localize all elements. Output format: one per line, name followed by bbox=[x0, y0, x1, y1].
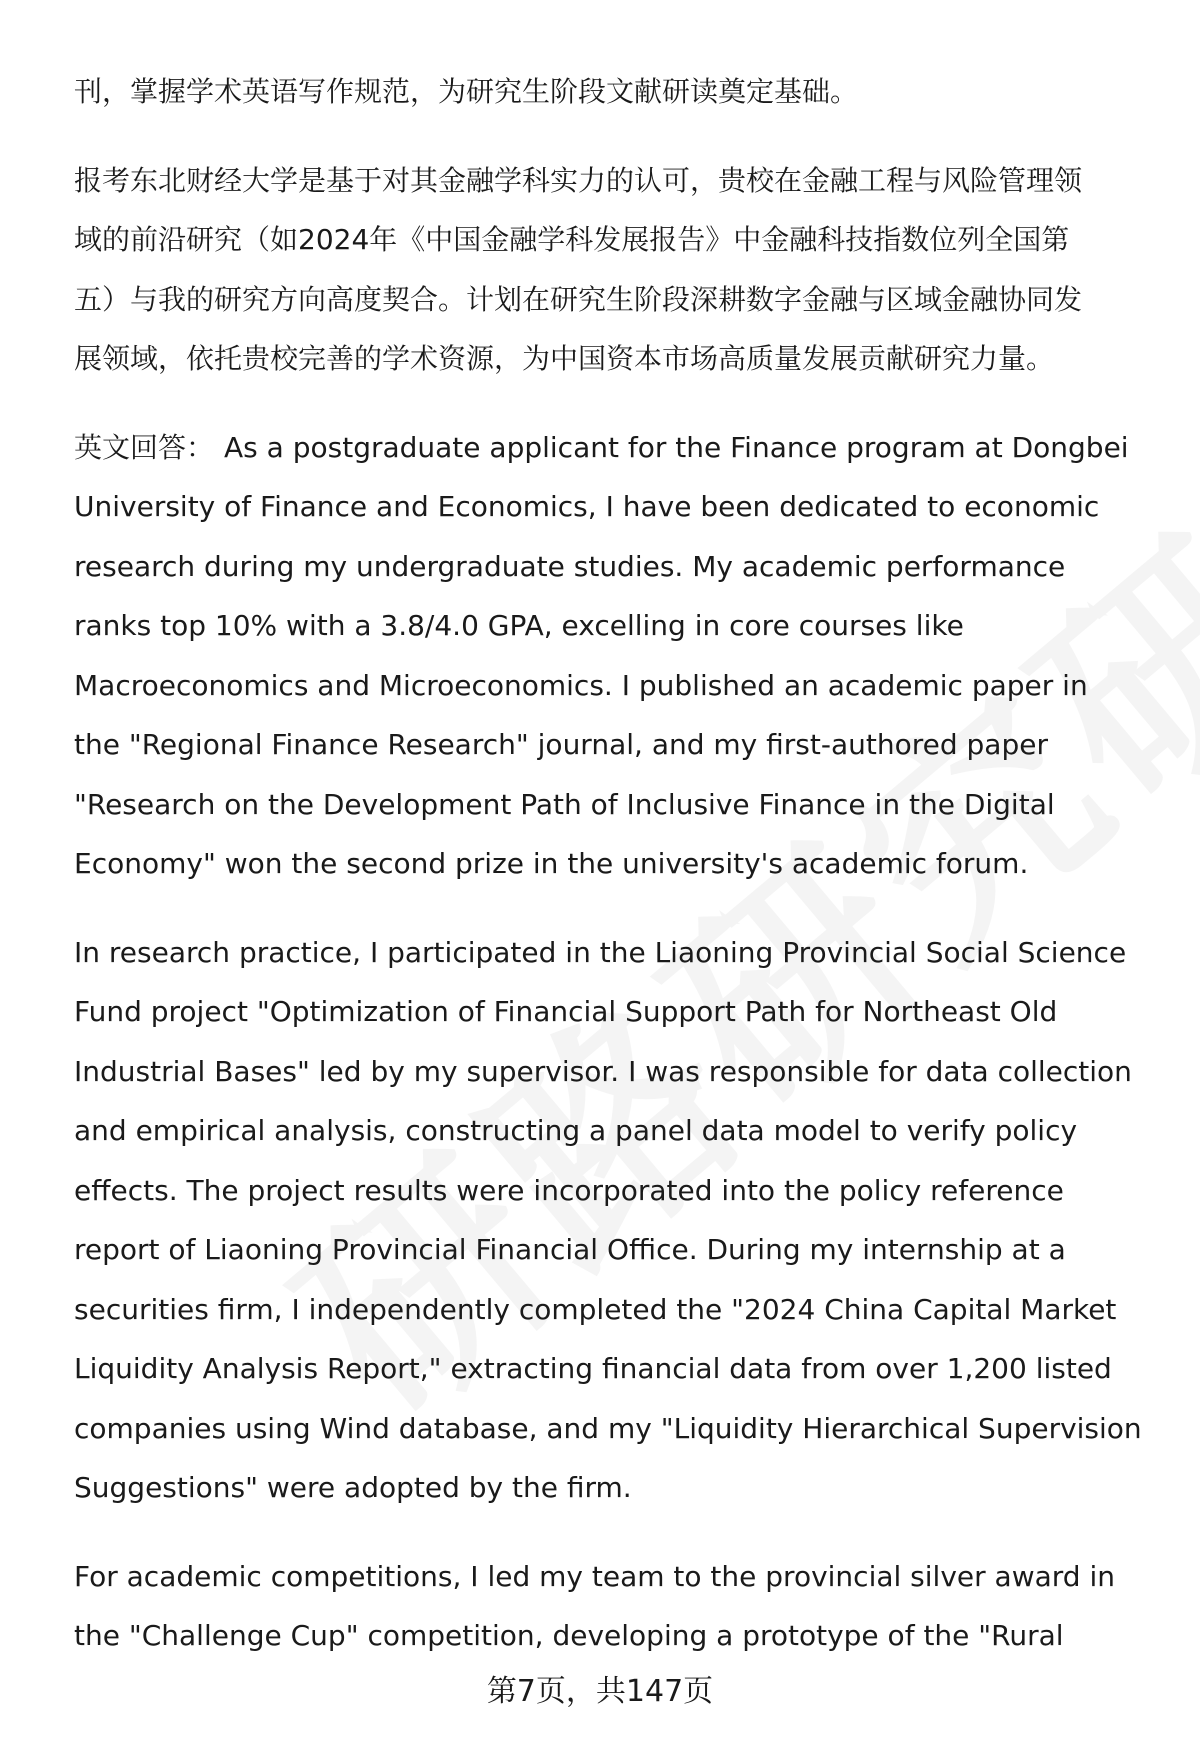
paragraph-english-answer bbox=[74, 418, 1159, 894]
english-answer-label: 英文回答： bbox=[74, 430, 215, 464]
text-line: securities firm, I independently completed the "2024 China Capital Market bbox=[74, 1292, 1117, 1326]
text-line: Suggestions" were adopted by the firm. bbox=[74, 1471, 632, 1504]
text-line: 展领域，依托贵校完善的学术资源，为中国资本市场高质量发展贡献研究力量。 bbox=[74, 342, 1055, 375]
text-line: Macroeconomics and Microeconomics. I published an academic paper in bbox=[74, 668, 1088, 702]
text-line: For academic competitions, I led my team to the provincial silver award in bbox=[74, 1559, 1115, 1593]
paragraph-competitions bbox=[74, 1547, 1159, 1666]
document-body bbox=[74, 62, 1159, 1695]
text-line: Economy" won the second prize in the university's academic forum. bbox=[74, 847, 1029, 880]
page-number-indicator: 第7页，共147页 bbox=[486, 1674, 714, 1709]
paragraph-continuation bbox=[74, 62, 1159, 122]
text-line: Fund project "Optimization of Financial Support Path for Northeast Old bbox=[74, 995, 1058, 1028]
text-line: report of Liaoning Provincial Financial Office. During my internship at a bbox=[74, 1233, 1066, 1266]
text-line: effects. The project results were incorporated into the policy reference bbox=[74, 1173, 1064, 1207]
text-line: Liquidity Analysis Report," extracting financial data from over 1,200 listed bbox=[74, 1352, 1112, 1385]
text-line: ranks top 10% with a 3.8/4.0 GPA, excelling in core courses like bbox=[74, 609, 964, 642]
paragraph-research-practice bbox=[74, 923, 1159, 1518]
text-line bbox=[74, 418, 1159, 478]
text-line: 报考东北财经大学是基于对其金融学科实力的认可，贵校在金融工程与风险管理领 bbox=[74, 163, 1083, 197]
page-footer bbox=[0, 1672, 1200, 1712]
text-line: In research practice, I participated in the Liaoning Provincial Social Science bbox=[74, 935, 1127, 969]
text-line: Industrial Bases" led by my supervisor. I was responsible for data collection bbox=[74, 1054, 1132, 1088]
text-line: the "Regional Finance Research" journal, and my first-authored paper bbox=[74, 728, 1048, 761]
text-line: companies using Wind database, and my "Liquidity Hierarchical Supervision bbox=[74, 1411, 1142, 1445]
text-line: 五）与我的研究方向高度契合。计划在研究生阶段深耕数字金融与区域金融协同发 bbox=[74, 282, 1083, 316]
text-line: research during my undergraduate studies. My academic performance bbox=[74, 549, 1066, 583]
text-line: the "Challenge Cup" competition, developing a prototype of the "Rural bbox=[74, 1619, 1064, 1652]
text-line: "Research on the Development Path of Inclusive Finance in the Digital bbox=[74, 787, 1055, 821]
text-line: University of Finance and Economics, I have been dedicated to economic bbox=[74, 490, 1100, 523]
text-line: 刊，掌握学术英语写作规范，为研究生阶段文献研读奠定基础。 bbox=[74, 75, 859, 108]
paragraph-application-reason bbox=[74, 151, 1159, 389]
text-line: and empirical analysis, constructing a panel data model to verify policy bbox=[74, 1114, 1078, 1147]
text-line-content: As a postgraduate applicant for the Finance program at Dongbei bbox=[224, 430, 1129, 464]
text-line: 域的前沿研究（如2024年《中国金融学科发展报告》中金融科技指数位列全国第 bbox=[74, 223, 1070, 256]
